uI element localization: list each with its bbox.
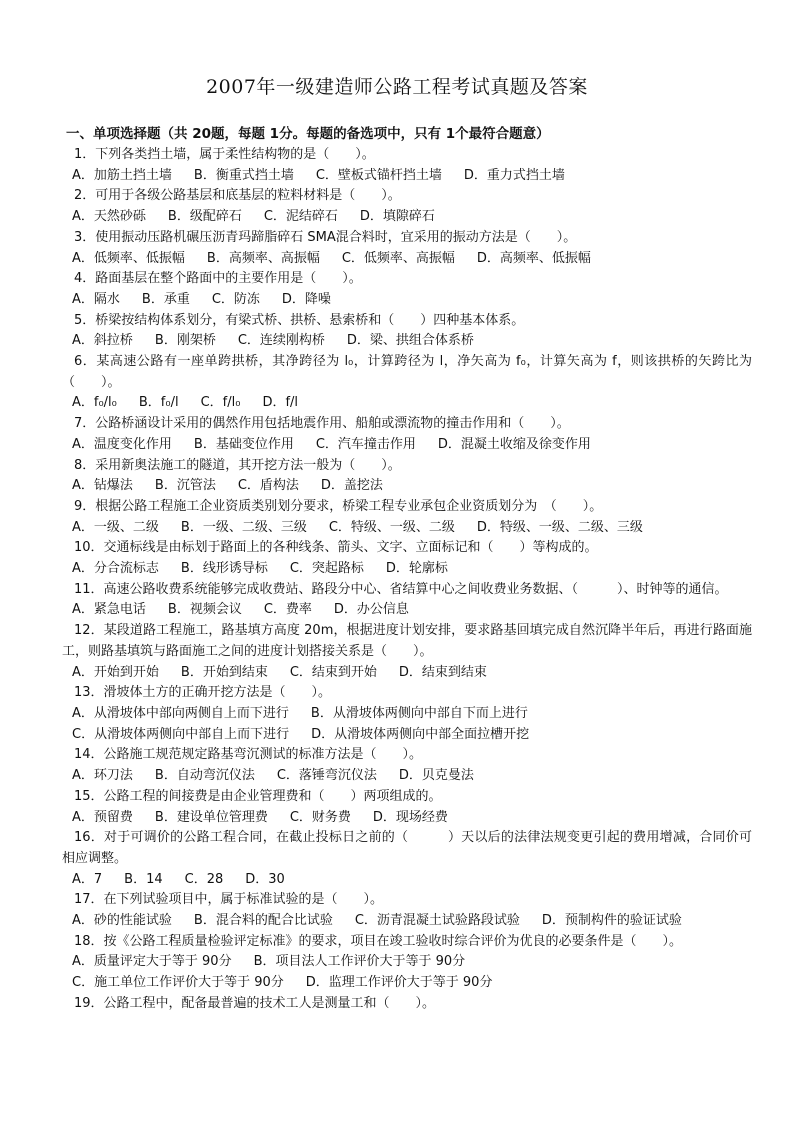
answer-option: D．监理工作评价大于等于 90分	[305, 975, 493, 991]
answer-option: B．自动弯沉仪法	[154, 768, 255, 784]
answer-option: B．混合料的配合比试验	[193, 913, 333, 929]
question-text: 19．公路工程中，配备最普遍的技术工人是测量工和（ ）。	[74, 995, 436, 1011]
answer-options	[62, 808, 752, 829]
answer-option: B．一级、二级、三级	[180, 519, 307, 535]
answer-option: A．一级、二级	[72, 519, 159, 535]
answer-option: B．沉管法	[154, 478, 216, 494]
answer-option: A．f₀/l₀	[72, 395, 117, 411]
answer-options	[62, 725, 752, 746]
answer-option: B．高频率、高振幅	[206, 250, 320, 266]
answer-option: C．结束到开始	[289, 664, 377, 680]
answer-option: A．砂的性能试验	[72, 913, 172, 929]
answer-options	[62, 331, 752, 352]
section-heading: 一、单项选择题（共 20题，每题 1分。每题的备选项中，只有 1个最符合题意）	[66, 126, 550, 142]
answer-option: D．预制构件的验证试验	[541, 913, 682, 929]
answer-option: B．项目法人工作评价大于等于 90分	[253, 954, 466, 970]
answer-option: A．从滑坡体中部向两侧自上而下进行	[72, 705, 289, 721]
question-text: 12．某段道路工程施工，路基填方高度 20m，根据进度计划安排，要求路基回填完成自然沉降半年后，再进行路面施工，则路基填筑与路面施工之间的进度计划搭接关系是（ ）。	[62, 623, 752, 659]
question-list	[62, 123, 752, 1015]
answer-option: A．钻爆法	[72, 478, 133, 494]
answer-option: A．加筋土挡土墙	[72, 167, 172, 183]
answer-option: B．建设单位管理费	[154, 809, 268, 825]
answer-option: D．盖挖法	[320, 478, 383, 494]
answer-options	[62, 435, 752, 456]
question-text: 5．桥梁按结构体系划分，有梁式桥、拱桥、悬索桥和（ ）四种基本体系。	[74, 312, 525, 328]
answer-option: B．衡重式挡土墙	[193, 167, 294, 183]
answer-option: B．从滑坡体两侧向中部自下而上进行	[310, 705, 528, 721]
answer-option: C．盾构法	[237, 478, 299, 494]
answer-option: D．30	[245, 871, 285, 887]
question-text: 18．按《公路工程质量检验评定标准》的要求，项目在竣工验收时综合评价为优良的必要条件是（ ）。	[74, 933, 683, 949]
answer-option: A．隔水	[72, 291, 120, 307]
answer-option: A．天然砂砾	[72, 209, 146, 225]
answer-option: B．14	[124, 871, 163, 887]
answer-option: C．落锤弯沉仪法	[276, 768, 377, 784]
answer-option: C．施工单位工作评价大于等于 90分	[72, 975, 284, 991]
answer-option: C．特级、一级、二级	[328, 519, 455, 535]
question-text: 10．交通标线是由标划于路面上的各种线条、箭头、文字、立面标记和（ ）等构成的。	[74, 540, 598, 556]
answer-option: D．填隙碎石	[359, 209, 435, 225]
question-text: 9．根据公路工程施工企业资质类别划分要求，桥梁工程专业承包企业资质划分为 （ ）。	[74, 498, 603, 514]
answer-options	[62, 166, 752, 187]
question-text: 4．路面基层在整个路面中的主要作用是（ ）。	[74, 271, 362, 287]
question-text: 1．下列各类挡土墙，属于柔性结构物的是（ ）。	[74, 147, 375, 162]
answer-option: D．贝克曼法	[398, 768, 474, 784]
question-text: 8．采用新奥法施工的隧道，其开挖方法一般为（ ）。	[74, 457, 401, 473]
answer-option: A．分合流标志	[72, 561, 159, 577]
answer-option: D．重力式挡土墙	[463, 167, 565, 183]
answer-option: C．壁板式锚杆挡土墙	[315, 167, 442, 183]
answer-options	[62, 663, 752, 684]
answer-option: A．环刀法	[72, 768, 133, 784]
answer-options	[62, 393, 752, 414]
question-text: 13．滑坡体土方的正确开挖方法是（ ）。	[74, 685, 332, 701]
answer-option: D．高频率、低振幅	[476, 250, 591, 266]
answer-option: B．承重	[141, 291, 190, 307]
document-title: 2007年一级建造师公路工程考试真题及答案	[206, 76, 588, 98]
answer-options	[62, 870, 752, 891]
answer-options	[62, 290, 752, 311]
answer-option: A．质量评定大于等于 90分	[72, 954, 232, 970]
answer-options	[62, 559, 752, 580]
answer-options	[62, 952, 752, 973]
answer-option: C．低频率、高振幅	[341, 250, 455, 266]
answer-option: C．28	[184, 871, 224, 887]
answer-option: B．线形诱导标	[180, 561, 268, 577]
answer-option: D．混凝土收缩及徐变作用	[437, 436, 591, 452]
answer-option: B．开始到结束	[180, 664, 268, 680]
answer-options	[62, 911, 752, 932]
answer-option: A．开始到开始	[72, 664, 159, 680]
answer-option: D．降噪	[281, 291, 331, 307]
question-text: 6．某高速公路有一座单跨拱桥，其净跨径为 l₀，计算跨径为 l，净矢高为 f₀，计算矢高为 f，则该拱桥的矢跨比为（ ）。	[62, 354, 752, 390]
answer-option: D．从滑坡体两侧向中部全面拉槽开挖	[311, 726, 530, 742]
answer-options	[62, 207, 752, 228]
answer-option: C．财务费	[289, 809, 351, 825]
question-text: 7．公路桥涵设计采用的偶然作用包括地震作用、船舶或漂流物的撞击作用和（ ）。	[74, 416, 570, 432]
answer-option: C．从滑坡体两侧向中部自上而下进行	[72, 726, 290, 742]
answer-option: C．费率	[263, 602, 312, 618]
answer-options	[62, 600, 752, 621]
answer-option: B．基础变位作用	[193, 436, 294, 452]
question-text: 15．公路工程的间接费是由企业管理费和（ ）两项组成的。	[74, 788, 442, 804]
answer-option: B．刚架桥	[154, 333, 216, 349]
question-text: 17．在下列试验项目中，属于标准试验的是（ ）。	[74, 892, 384, 908]
answer-option: C．f/l₀	[200, 395, 241, 411]
question-text: 3．使用振动压路机碾压沥青玛蹄脂碎石 SMA混合料时，宜采用的振动方法是（ ）。	[74, 229, 577, 245]
answer-option: B．级配碎石	[167, 209, 242, 225]
answer-option: B．视频会议	[167, 602, 242, 618]
answer-option: C．连续刚构桥	[237, 333, 325, 349]
answer-option: D．f/l	[262, 395, 299, 411]
answer-option: D．现场经费	[372, 809, 448, 825]
answer-option: A．预留费	[72, 809, 133, 825]
answer-option: D．办公信息	[333, 602, 409, 618]
question-text: 11．高速公路收费系统能够完成收费站、路段分中心、省结算中心之间收费业务数据、（ ）、时钟等的通信。	[74, 581, 728, 597]
answer-option: A．7	[72, 871, 103, 887]
answer-option: A．低频率、低振幅	[72, 250, 185, 266]
answer-option: B．f₀/l	[138, 395, 179, 411]
answer-options	[62, 704, 752, 725]
answer-options	[62, 518, 752, 539]
answer-options	[62, 476, 752, 497]
answer-option: A．温度变化作用	[72, 436, 172, 452]
question-text: 16．对于可调价的公路工程合同，在截止投标日之前的（ ）天以后的法律法规变更引起的费用增减，合同价可相应调整。	[62, 830, 752, 866]
answer-option: C．沥青混凝土试验路段试验	[354, 913, 520, 929]
answer-option: C．防冻	[211, 291, 260, 307]
answer-option: C．汽车撞击作用	[315, 436, 416, 452]
answer-option: D．特级、一级、二级、三级	[476, 519, 643, 535]
answer-options	[62, 766, 752, 787]
answer-option: D．结束到结束	[398, 664, 487, 680]
answer-options	[62, 249, 752, 270]
question-text: 2．可用于各级公路基层和底基层的粒料材料是（ ）。	[74, 188, 401, 204]
answer-option: A．紧急电话	[72, 602, 146, 618]
answer-option: D．轮廓标	[385, 561, 448, 577]
answer-option: A．斜拉桥	[72, 333, 133, 349]
answer-option: C．泥结碎石	[263, 209, 338, 225]
answer-options	[62, 973, 752, 994]
question-text: 14．公路施工规范规定路基弯沉测试的标准方法是（ ）。	[74, 747, 423, 763]
answer-option: D．梁、拱组合体系桥	[346, 333, 474, 349]
answer-option: C．突起路标	[289, 561, 364, 577]
